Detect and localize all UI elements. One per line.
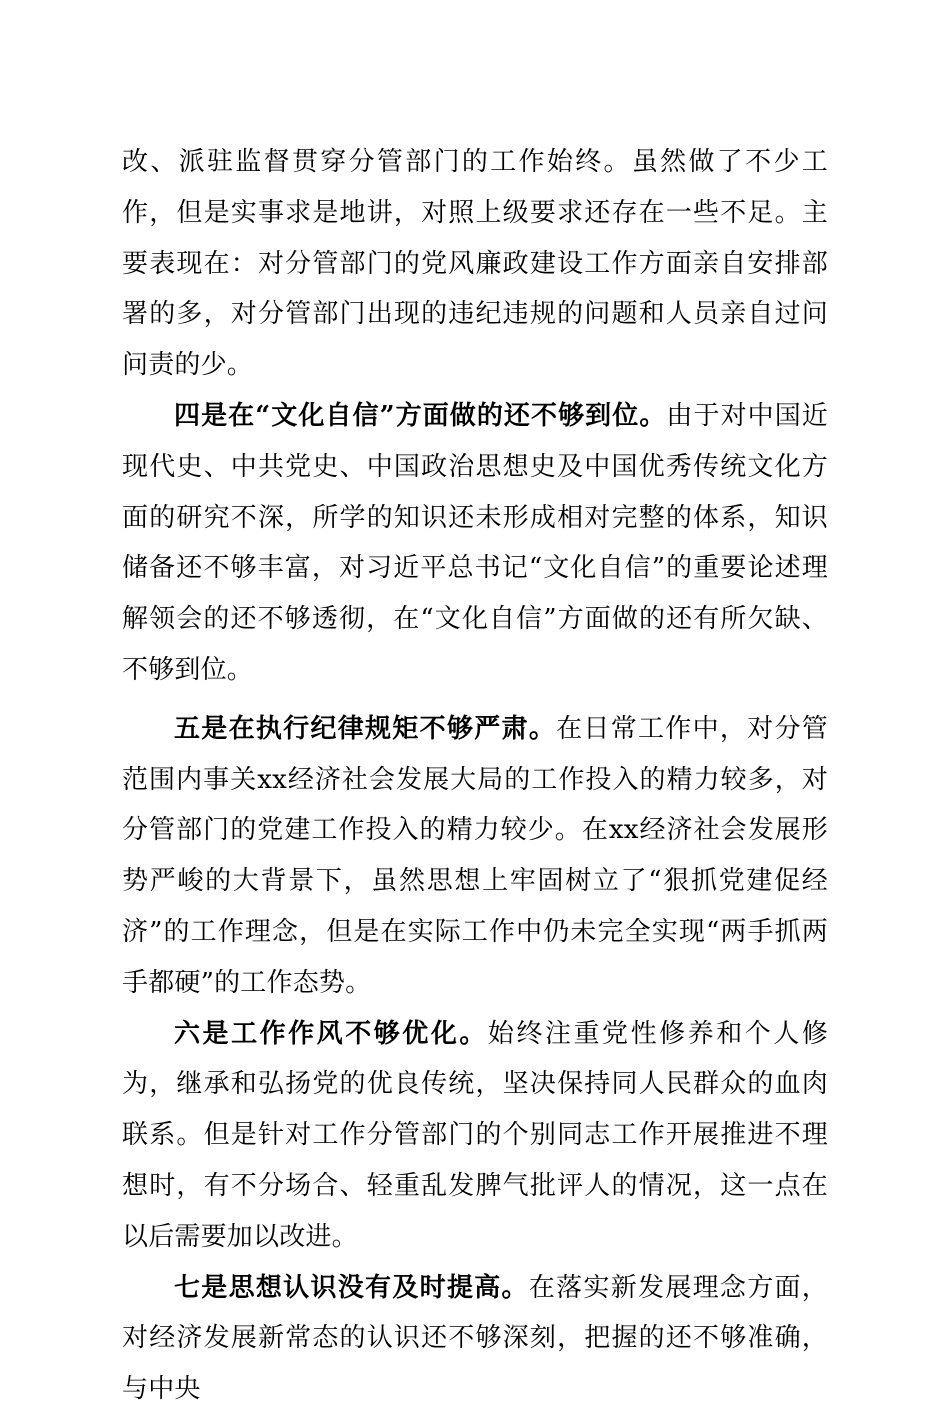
- document-body: [122, 137, 828, 1415]
- paragraph-ideological-awareness: [122, 1263, 828, 1415]
- paragraph-lead: 五是在执行纪律规矩不够严肃。: [174, 713, 557, 744]
- paragraph-discipline: [122, 704, 828, 1009]
- paragraph-lead: 六是工作作风不够优化。: [174, 1018, 488, 1049]
- paragraph-text: 在日常工作中，对分管范围内事关xx经济社会发展大局的工作投入的精力较多，对分管部门的党建工作投入的精力较少。在xx经济社会发展形势严峻的大背景下，虽然思想上牢固树立了“狠抓党建促经济”的工作理念，但是在实际工作中仍未完全实现“两手抓两手都硬”的工作态势。: [122, 713, 828, 998]
- paragraph-lead: 七是思想认识没有及时提高。: [174, 1272, 529, 1303]
- paragraph-work-style: [122, 1009, 828, 1263]
- paragraph-text: 改、派驻监督贯穿分管部门的工作始终。虽然做了不少工作，但是实事求是地讲，对照上级要求还存在一些不足。主要表现在：对分管部门的党风廉政建设工作方面亲自安排部署的多，对分管部门出现的违纪违规的问题和人员亲自过问问责的少。: [122, 147, 828, 381]
- paragraph-continued: [122, 137, 828, 391]
- paragraph-text: 在落实新发展理念方面，对经济发展新常态的认识还不够深刻，把握的还不够准确，与中央: [122, 1272, 828, 1405]
- paragraph-text: 始终注重党性修养和个人修为，继承和弘扬党的优良传统，坚决保持同人民群众的血肉联系。但是针对工作分管部门的个别同志工作开展推进不理想时，有不分场合、轻重乱发脾气批评人的情况，这一点在以后需要加以改进。: [122, 1018, 829, 1252]
- paragraph-cultural-confidence: [122, 391, 828, 696]
- paragraph-text: 由于对中国近现代史、中共党史、中国政治思想史及中国优秀传统文化方面的研究不深，所学的知识还未形成相对完整的体系，知识储备还不够丰富，对习近平总书记“文化自信”的重要论述理解领会的还不够透彻，在“文化自信”方面做的还有所欠缺、不够到位。: [122, 400, 828, 685]
- paragraph-lead: 四是在“文化自信”方面做的还不够到位。: [174, 400, 667, 431]
